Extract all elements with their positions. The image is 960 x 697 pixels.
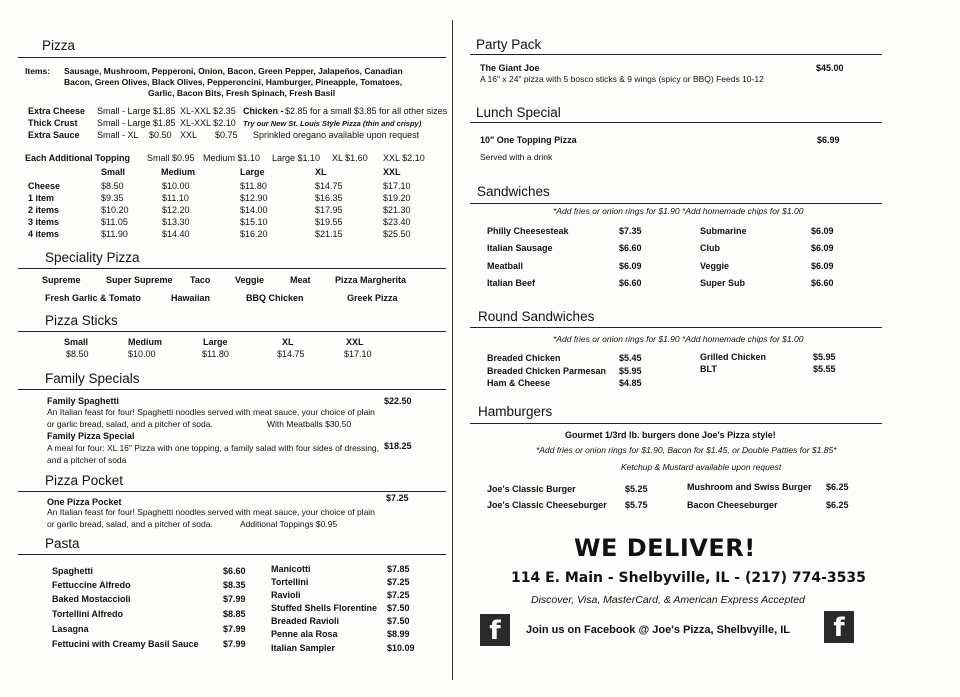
extra-price: Small - XL (97, 130, 139, 140)
price: $6.60 (619, 243, 642, 253)
pasta-heading: Pasta (45, 536, 80, 551)
list-item: Manicotti (271, 564, 311, 574)
divider (470, 203, 882, 204)
round-addon-note: *Add fries or onion rings for $1.90 *Add homemade chips for $1.00 (553, 334, 804, 344)
list-item: Breaded Chicken (487, 353, 561, 363)
pizza-pocket-heading: Pizza Pocket (45, 473, 124, 488)
list-item: Ravioli (271, 590, 301, 600)
price: $5.75 (625, 500, 648, 510)
price: $7.50 (387, 616, 410, 626)
lunch-special-heading: Lunch Special (476, 105, 561, 120)
description: Served with a drink (480, 152, 553, 162)
price: $21.30 (383, 205, 411, 215)
list-item: Veggie (700, 261, 730, 271)
column-divider (452, 20, 453, 680)
additional-toppings: Additional Toppings $0.95 (240, 519, 338, 529)
list-item: Italian Sausage (487, 243, 553, 253)
column-header: XXL (383, 167, 401, 177)
family-spaghetti-name: Family Spaghetti (47, 396, 120, 406)
price: $8.99 (387, 629, 410, 639)
price: $12.20 (162, 205, 190, 215)
row-label: 3 items (28, 217, 60, 227)
extra-price: Small - Large $1.85 (97, 118, 176, 128)
pizza-sticks-heading: Pizza Sticks (45, 313, 118, 328)
stick-price: $14.75 (277, 349, 305, 359)
column-header: Small (101, 167, 126, 177)
price: $11.80 (240, 181, 267, 191)
speciality-item: Greek Pizza (347, 293, 398, 303)
family-spaghetti-price: $22.50 (384, 396, 412, 406)
price: $21.15 (315, 229, 343, 239)
price: $7.99 (223, 639, 246, 649)
price: $6.25 (826, 500, 849, 510)
price: $6.25 (826, 482, 849, 492)
facebook-link[interactable]: Join us on Facebook @ Joe's Pizza, Shelbvyille, IL (526, 624, 790, 636)
oregano-note: Sprinkled oregano available upon request (253, 130, 420, 140)
price: $10.20 (101, 205, 129, 215)
pizza-heading: Pizza (42, 38, 76, 53)
meatballs-option: With Meatballs $30.50 (267, 419, 352, 429)
burger-headline: Gourmet 1/3rd lb. burgers done Joe's Pizza style! (565, 430, 776, 440)
price: $17.95 (315, 205, 343, 215)
list-item: Bacon Cheeseburger (687, 500, 778, 510)
price: $6.09 (619, 261, 642, 271)
description: A 16" x 24" pizza with 5 bosco sticks & 9 wings (spicy or BBQ) Feeds 10-12 (480, 74, 764, 84)
speciality-item: Pizza Margherita (335, 275, 407, 285)
divider (470, 423, 882, 424)
description: An Italian feast for four! Spaghetti noodles served with meat sauce, your choice of plain (47, 407, 375, 417)
list-item: Joe's Classic Burger (487, 484, 576, 494)
price: $14.75 (315, 181, 343, 191)
description: or garlic bread, salad, and a pitcher of soda. (47, 419, 213, 429)
party-pack-heading: Party Pack (476, 37, 542, 52)
description: and a pitcher of soda (47, 455, 127, 465)
column-header: Large (240, 167, 265, 177)
giant-joe-name: The Giant Joe (480, 63, 540, 73)
list-item: Philly Cheesesteak (487, 226, 569, 236)
additional-price: Large $1.10 (272, 153, 321, 163)
list-item: Joe's Classic Cheeseburger (487, 500, 607, 510)
list-item: Super Sub (700, 278, 746, 288)
stick-size: Small (64, 337, 89, 347)
price: $6.60 (811, 278, 834, 288)
speciality-item: Fresh Garlic & Tomato (45, 293, 141, 303)
price: $11.90 (101, 229, 128, 239)
price: $13.30 (162, 217, 190, 227)
list-item: Tortellini (271, 577, 309, 587)
price: $8.35 (223, 580, 246, 590)
list-item: Fettucini with Creamy Basil Sauce (52, 639, 199, 649)
price: $6.09 (811, 261, 834, 271)
burger-addon-note: *Add fries or onion rings for $1.90, Bacon for $1.45, or Double Patties for $1.85* (536, 445, 837, 455)
price: $7.35 (619, 226, 642, 236)
price: $6.09 (811, 226, 834, 236)
price: $4.85 (619, 378, 642, 388)
description: or garlic bread, salad, and a pitcher of soda. (47, 519, 213, 529)
price: $16.35 (315, 193, 343, 203)
stick-size: Medium (128, 337, 163, 347)
chicken-label: Chicken - (243, 106, 284, 116)
stick-size: Large (203, 337, 228, 347)
price: $7.99 (223, 624, 246, 634)
price: $8.50 (101, 181, 124, 191)
speciality-item: Supreme (42, 275, 81, 285)
extra-price: XL-XXL $2.10 (180, 118, 236, 128)
price: $6.60 (223, 566, 246, 576)
price: $14.00 (240, 205, 268, 215)
price: $11.05 (101, 217, 128, 227)
facebook-icon[interactable]: f (480, 614, 510, 646)
list-item: Mushroom and Swiss Burger (687, 482, 812, 492)
items-line: Sausage, Mushroom, Pepperoni, Onion, Bacon, Green Pepper, Jalapeños, Canadian (64, 66, 403, 76)
additional-topping-label: Each Additional Topping (25, 153, 130, 163)
price: $8.85 (223, 609, 246, 619)
speciality-item: Super Supreme (106, 275, 173, 285)
list-item: Tortellini Alfredo (52, 609, 123, 619)
divider (18, 554, 446, 555)
pocket-name: One Pizza Pocket (47, 497, 122, 507)
price: $5.95 (813, 352, 836, 362)
divider (470, 54, 882, 55)
price: $17.10 (383, 181, 411, 191)
divider (18, 268, 446, 269)
list-item: Fettuccine Alfredo (52, 580, 131, 590)
price: $5.95 (619, 366, 642, 376)
extra-price: $0.75 (215, 130, 238, 140)
price: $14.40 (162, 229, 190, 239)
stick-price: $8.50 (66, 349, 89, 359)
divider (470, 122, 882, 123)
price: $7.25 (387, 590, 410, 600)
family-pizza-name: Family Pizza Special (47, 431, 135, 441)
list-item: Lasagna (52, 624, 89, 634)
price: $9.35 (101, 193, 124, 203)
extra-price: XXL (180, 130, 198, 140)
price: $16.20 (240, 229, 268, 239)
price: $7.50 (387, 603, 410, 613)
divider (18, 331, 446, 332)
list-item: Baked Mostaccioli (52, 594, 131, 604)
price: $7.25 (387, 577, 410, 587)
speciality-item: BBQ Chicken (246, 293, 304, 303)
list-item: Ham & Cheese (487, 378, 551, 388)
extra-price: $0.50 (149, 130, 172, 140)
extra-price: XL-XXL $2.35 (180, 106, 236, 116)
row-label: Cheese (28, 181, 61, 191)
list-item: Grilled Chicken (700, 352, 767, 362)
description: An Italian feast for four! Spaghetti noodles served with meat sauce, your choice of plain (47, 507, 375, 517)
price: $7.99 (223, 594, 246, 604)
row-label: 4 items (28, 229, 60, 239)
divider (18, 491, 446, 492)
stick-size: XL (282, 337, 294, 347)
stick-price: $10.00 (128, 349, 156, 359)
price: $5.25 (625, 484, 648, 494)
stick-price: $11.80 (202, 349, 229, 359)
list-item: Breaded Ravioli (271, 616, 340, 626)
price: $5.45 (619, 353, 642, 363)
pocket-price: $7.25 (386, 493, 409, 503)
price: $5.55 (813, 364, 836, 374)
column-header: XL (315, 167, 327, 177)
additional-price: Small $0.95 (147, 153, 195, 163)
list-item: Stuffed Shells Florentine (271, 603, 378, 613)
speciality-item: Hawaiian (171, 293, 211, 303)
row-label: 2 items (28, 205, 60, 215)
hamburgers-heading: Hamburgers (478, 404, 553, 419)
price: $15.10 (240, 217, 268, 227)
stick-price: $17.10 (344, 349, 372, 359)
address-phone: 114 E. Main - Shelbyville, IL - (217) 774-3535 (511, 570, 866, 586)
items-label: Items: (25, 66, 51, 76)
list-item: Club (700, 243, 720, 253)
price: $25.50 (383, 229, 411, 239)
cards-accepted: Discover, Visa, MasterCard, & American Express Accepted (531, 594, 805, 606)
price: $6.60 (619, 278, 642, 288)
list-item: Submarine (700, 226, 747, 236)
price: $11.10 (162, 193, 189, 203)
ketchup-note: Ketchup & Mustard available upon request (621, 462, 782, 472)
speciality-item: Meat (290, 275, 311, 285)
price: $10.00 (162, 181, 190, 191)
divider (18, 389, 446, 390)
items-line: Bacon, Green Olives, Black Olives, Pepperoncini, Hamburger, Pineapple, Tomatoes, (64, 77, 403, 87)
lunch-item-name: 10" One Topping Pizza (480, 135, 577, 145)
additional-price: Medium $1.10 (203, 153, 261, 163)
speciality-item: Veggie (235, 275, 265, 285)
chicken-text: $2.85 for a small $3.85 for all other sizes (285, 106, 448, 116)
price: $7.85 (387, 564, 410, 574)
price: $19.55 (315, 217, 343, 227)
lunch-item-price: $6.99 (817, 135, 840, 145)
list-item: BLT (700, 364, 717, 374)
list-item: Breaded Chicken Parmesan (487, 366, 607, 376)
divider (470, 327, 882, 328)
price: $12.90 (240, 193, 268, 203)
extra-label: Extra Sauce (28, 130, 80, 140)
list-item: Italian Beef (487, 278, 536, 288)
family-pizza-price: $18.25 (384, 441, 412, 451)
extra-label: Thick Crust (28, 118, 78, 128)
speciality-item: Taco (190, 275, 211, 285)
description: A meal for four: XL 16" Pizza with one topping, a family salad with four sides of dressing, (47, 443, 380, 453)
extra-label: Extra Cheese (28, 106, 86, 116)
additional-price: XXL $2.10 (383, 153, 425, 163)
price: $6.09 (811, 243, 834, 253)
list-item: Penne ala Rosa (271, 629, 338, 639)
giant-joe-price: $45.00 (816, 63, 844, 73)
price: $23.40 (383, 217, 411, 227)
round-sandwiches-heading: Round Sandwiches (478, 309, 595, 324)
facebook-icon[interactable]: f (824, 611, 854, 643)
divider (18, 57, 446, 58)
items-line: Garlic, Bacon Bits, Fresh Spinach, Fresh Basil (148, 88, 336, 98)
sandwich-addon-note: *Add fries or onion rings for $1.90 *Add homemade chips for $1.00 (553, 206, 804, 216)
family-specials-heading: Family Specials (45, 371, 140, 386)
speciality-heading: Speciality Pizza (45, 250, 140, 265)
sandwiches-heading: Sandwiches (477, 184, 550, 199)
list-item: Spaghetti (52, 566, 94, 576)
additional-price: XL $1.60 (332, 153, 368, 163)
stlouis-note: Try our New St. Louis Style Pizza (thin and crispy) (243, 119, 422, 128)
list-item: Italian Sampler (271, 643, 336, 653)
price: $19.20 (383, 193, 411, 203)
extra-price: Small - Large $1.85 (97, 106, 176, 116)
row-label: 1 item (28, 193, 55, 203)
stick-size: XXL (346, 337, 364, 347)
price: $10.09 (387, 643, 415, 653)
column-header: Medium (161, 167, 196, 177)
we-deliver-banner: WE DELIVER! (574, 534, 756, 562)
list-item: Meatball (487, 261, 524, 271)
